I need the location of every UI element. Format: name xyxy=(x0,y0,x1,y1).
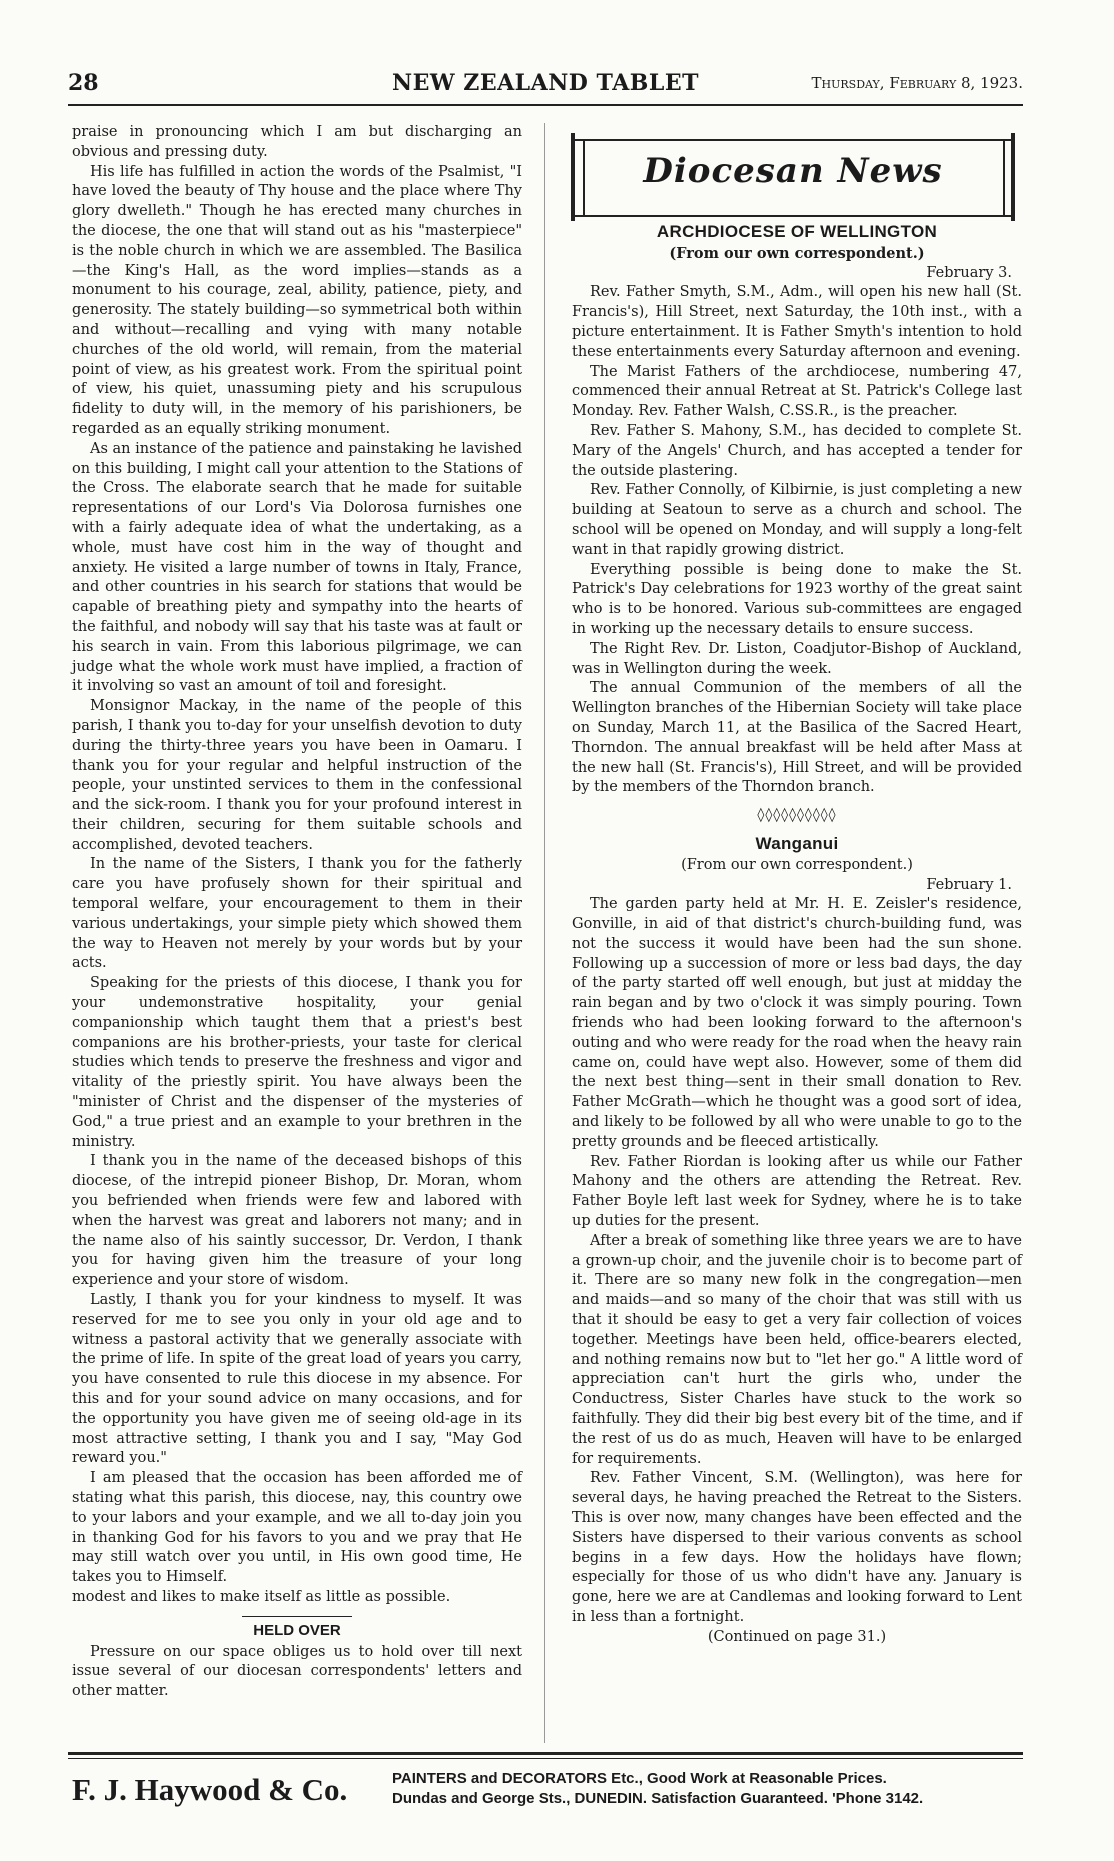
paragraph: modest and likes to make itself as little as possible. xyxy=(72,1588,451,1605)
paragraph: The annual Communion of the members of all the Wellington branches of the Hibernian Society will take place on Sunday, March 11, at the Basilica of the Sacred Heart, Thorndon. The annual breakfast will be held after Mass at the new hall (St. Francis's), Hill Street, and will be provided by the members of the Thorndon branch. xyxy=(572,680,1022,796)
dateline: February 1. xyxy=(926,876,1012,893)
paragraph: Monsignor Mackay, in the name of the people of this parish, I thank you to-day for your unselfish devotion to duty during the thirty-three years you have been in Oamaru. I thank you for your regular and helpful instruction of the people, your unstinted services to them in the confessional and the sick-room. I thank you for your profound interest in their children, securing for them suitable schools and accomplished, devoted teachers. xyxy=(72,698,522,853)
right-column xyxy=(572,220,1022,1648)
section-ornament: ◊◊◊◊◊◊◊◊◊◊ xyxy=(757,807,837,824)
paragraph: Rev. Father Riordan is looking after us while our Father Mahony and the others are attending the Retreat. Rev. Father Boyle left last week for Sydney, where he is to take up duties for the present. xyxy=(572,1153,1022,1230)
dateline: February 3. xyxy=(926,264,1012,281)
paragraph: In the name of the Sisters, I thank you for the fatherly care you have profusely shown for their spiritual and temporal welfare, your encouragement to them in their various undertakings, your simple piety which showed them the way to Heaven not merely by your words but by your acts. xyxy=(72,856,522,972)
page-number: 28 xyxy=(68,70,99,96)
continued-note: (Continued on page 31.) xyxy=(707,1628,887,1645)
footer-rule xyxy=(68,1752,1023,1755)
paragraph: I thank you in the name of the deceased bishops of this diocese, of the intrepid pioneer Bishop, Dr. Moran, whom you befriended when friends were few and labored with when the harvest was great and laborers not many; and in the name also of his saintly successor, Dr. Verdon, I thank you for having given him the treasure of your long experience and your store of wisdom. xyxy=(72,1153,522,1289)
publication-title: NEW ZEALAND TABLET xyxy=(392,70,699,96)
header-rule xyxy=(68,104,1023,106)
column-divider xyxy=(544,123,545,1743)
paragraph: Lastly, I thank you for your kindness to myself. It was reserved for me to see you only in your old age and to witness a pastoral activity that we generally associate with the prime of life. In spite of the great load of years you carry, you have consented to rule this diocese in my absence. For this and for your sound advice on many occasions, and for the opportunity you have given me of seeing old-age in its most attractive setting, I thank you and I say, "May God reward you." xyxy=(72,1292,522,1467)
held-over-text: Pressure on our space obliges us to hold over till next issue several of our diocesan correspondents' letters and other matter. xyxy=(72,1643,522,1700)
paragraph: Everything possible is being done to make the St. Patrick's Day celebrations for 1923 worthy of the great saint who is to be honored. Various sub-committees are engaged in working up the necessary details to ensure success. xyxy=(572,561,1022,637)
advertisement-line-1: PAINTERS and DECORATORS Etc., Good Work at Reasonable Prices. xyxy=(392,1770,887,1787)
paragraph: After a break of something like three years we are to have a grown-up choir, and the juvenile choir is to become part of it. There are so many new folk in the congregation—men and maids—and so many of the choir that was still with us that it should be easy to get a very fair collection of voices together. Meetings have been held, office-bearers elected, and nothing remains now but to "let her go." A little word of appreciation can't hurt the girls who, under the Conductress, Sister Charles have stuck to the work so faithfully. They did their big best every bit of the time, and if the rest of us do as much, Heaven will have to be enlarged for requirements. xyxy=(572,1232,1022,1467)
paragraph: Rev. Father Smyth, S.M., Adm., will open his new hall (St. Francis's), Hill Street, next Saturday, the 10th inst., with a picture entertainment. It is Father Smyth's intention to hold these entertainments every Saturday afternoon and evening. xyxy=(572,284,1022,360)
page-header xyxy=(68,70,1023,102)
correspondent-note: (From our own correspondent.) xyxy=(681,856,913,873)
advertisement-line-2: Dundas and George Sts., DUNEDIN. Satisfaction Guaranteed. 'Phone 3142. xyxy=(392,1790,924,1807)
advertisement xyxy=(72,1768,1022,1818)
divider-rule xyxy=(242,1616,352,1617)
paragraph: Rev. Father S. Mahony, S.M., has decided to complete St. Mary of the Angels' Church, and has accepted a tender for the outside plastering. xyxy=(572,422,1022,479)
footer-rule-thin xyxy=(68,1758,1023,1759)
left-column xyxy=(72,123,522,1702)
paragraph: The garden party held at Mr. H. E. Zeisler's residence, Gonville, in aid of that district's church-building fund, was not the success it would have been had the sun shone. Following up a succession of more or less bad days, the day of the party started off well enough, but just at midday the rain began and by two o'clock it was simply pouring. Town friends who had been looking forward to the afternoon's outing and who were ready for the road when the heavy rain came on, could have wept also. However, some of them did the next best thing—sent in their small donation to Rev. Father McGrath—which he thought was a good sort of idea, and likely to be followed by all who were unable to go to the pretty grounds and be fleeced artistically. xyxy=(572,896,1022,1150)
paragraph: praise in pronouncing which I am but discharging an obvious and pressing duty. xyxy=(72,124,522,160)
paragraph: The Marist Fathers of the archdiocese, numbering 47, commenced their annual Retreat at St. Patrick's College last Monday. Rev. Father Walsh, C.SS.R., is the preacher. xyxy=(572,363,1022,420)
issue-date: Thursday, February 8, 1923. xyxy=(811,74,1023,92)
paragraph: His life has fulfilled in action the words of the Psalmist, "I have loved the beauty of Thy house and the place where Thy glory dwelleth." Though he has erected many churches in the diocese, the one that will stand out as his "masterpiece" is the noble church in which we are assembled. The Basilica—the King's Hall, as the word implies—stands as a monument to his courage, zeal, ability, patience, piety, and generosity. The stately building—so symmetrical both within and without—recalling and vying with many notable churches of the old world, will remain, from the material point of view, as his greatest work. From the spiritual point of view, his quiet, unassuming piety and his scrupulous fidelity to duty will, in the memory of his parishioners, be regarded as an equally striking monument. xyxy=(72,163,522,437)
section-title-wellington: ARCHDIOCESE OF WELLINGTON xyxy=(656,222,938,241)
correspondent-note: (From our own correspondent.) xyxy=(669,244,925,262)
diocesan-news-banner xyxy=(573,133,1013,221)
paragraph: I am pleased that the occasion has been afforded me of stating what this parish, this diocese, nay, this country owe to your labors and your example, and we all to-day join you in thanking God for his favors to you and we pray that He may still watch over you until, in His own good time, He takes you to Himself. xyxy=(72,1470,522,1586)
advertiser-name: F. J. Haywood & Co. xyxy=(72,1772,348,1807)
banner-title: Diocesan News xyxy=(643,151,943,191)
paragraph: Speaking for the priests of this diocese, I thank you for your undemonstrative hospitality, your genial companionship which taught them that a priest's best companions are his brother-priests, your taste for clerical studies which tends to preserve the freshness and vigor and vitality of the priestly spirit. You have always been the "minister of Christ and the dispenser of the mysteries of God," a true priest and an example to your brethren in the ministry. xyxy=(72,975,522,1150)
paragraph: Rev. Father Connolly, of Kilbirnie, is just completing a new building at Seatoun to serve as a church and school. The school will be opened on Monday, and will supply a long-felt want in that rapidly growing district. xyxy=(572,482,1022,558)
held-over-heading: HELD OVER xyxy=(253,1621,341,1639)
paragraph: The Right Rev. Dr. Liston, Coadjutor-Bishop of Auckland, was in Wellington during the week. xyxy=(572,640,1022,677)
section-title-wanganui: Wanganui xyxy=(755,833,839,853)
paragraph: Rev. Father Vincent, S.M. (Wellington), was here for several days, he having preached the Retreat to the Sisters. This is over now, many changes have been effected and the Sisters have dispersed to their various convents as school begins in a few days. How the holidays have flown; especially for those of us who didn't have any. January is gone, here we are at Candlemas and looking forward to Lent in less than a fortnight. xyxy=(572,1470,1022,1625)
paragraph: As an instance of the patience and painstaking he lavished on this building, I might call your attention to the Stations of the Cross. The elaborate search that he made for suitable representations of our Lord's Via Dolorosa furnishes one with a fairly adequate idea of what the undertaking, as a whole, must have cost him in the way of thought and anxiety. He visited a large number of towns in Italy, France, and other countries in his search for stations that would be capable of breathing piety and sympathy into the hearts of the faithful, and nobody will say that his taste was at fault or his search in vain. From this laborious pilgrimage, we can judge what the whole work must have implied, a fraction of it involving so vast an amount of toil and foresight. xyxy=(72,440,522,695)
